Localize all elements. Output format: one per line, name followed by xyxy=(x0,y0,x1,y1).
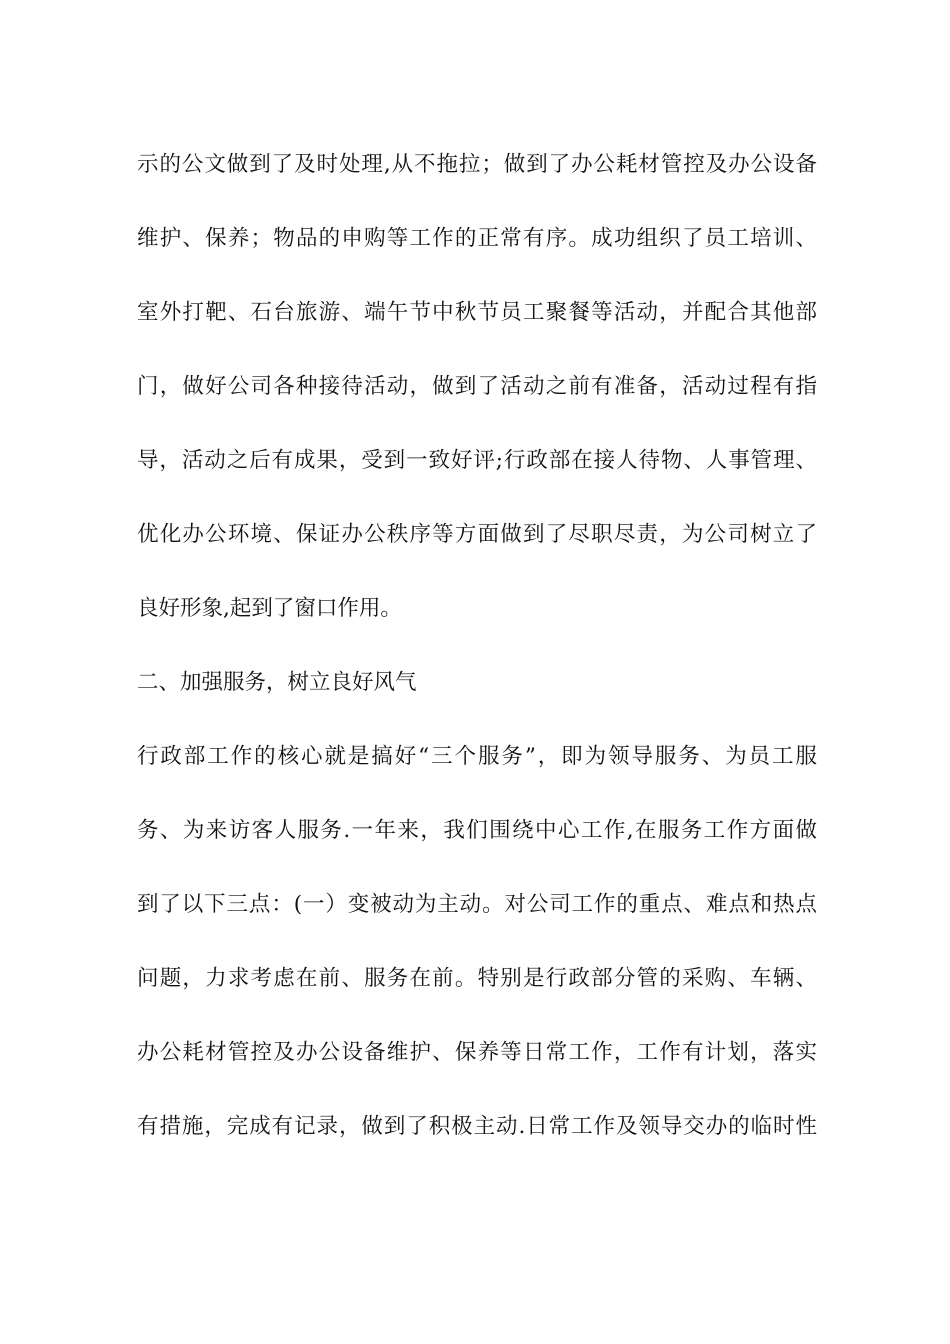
document-body xyxy=(137,143,817,1179)
body-line: 室外打靶、石台旅游、端午节中秋节员工聚餐等活动，并配合其他部 xyxy=(137,300,817,325)
paragraph-end-line: 良好形象,起到了窗口作用。 xyxy=(137,596,402,621)
body-line: 导，活动之后有成果，受到一致好评;行政部在接人待物、人事管理、 xyxy=(137,448,817,473)
body-line: 行政部工作的核心就是搞好“三个服务”，即为领导服务、为员工服 xyxy=(137,744,817,769)
body-line: 务、为来访客人服务.一年来，我们围绕中心工作,在服务工作方面做 xyxy=(137,818,817,843)
body-line: 有措施，完成有记录，做到了积极主动.日常工作及领导交办的临时性 xyxy=(137,1114,817,1139)
body-line: 办公耗材管控及办公设备维护、保养等日常工作，工作有计划，落实 xyxy=(137,1040,817,1065)
body-line: 到了以下三点：(一）变被动为主动。对公司工作的重点、难点和热点 xyxy=(137,892,817,917)
section-heading: 二、加强服务，树立良好风气 xyxy=(137,670,417,695)
body-line: 门，做好公司各种接待活动，做到了活动之前有准备，活动过程有指 xyxy=(137,374,817,399)
body-line: 问题，力求考虑在前、服务在前。特别是行政部分管的采购、车辆、 xyxy=(137,966,817,991)
body-line: 优化办公环境、保证办公秩序等方面做到了尽职尽责，为公司树立了 xyxy=(137,522,817,547)
body-line: 示的公文做到了及时处理,从不拖拉；做到了办公耗材管控及办公设备 xyxy=(137,152,817,177)
body-line: 维护、保养；物品的申购等工作的正常有序。成功组织了员工培训、 xyxy=(137,226,817,251)
